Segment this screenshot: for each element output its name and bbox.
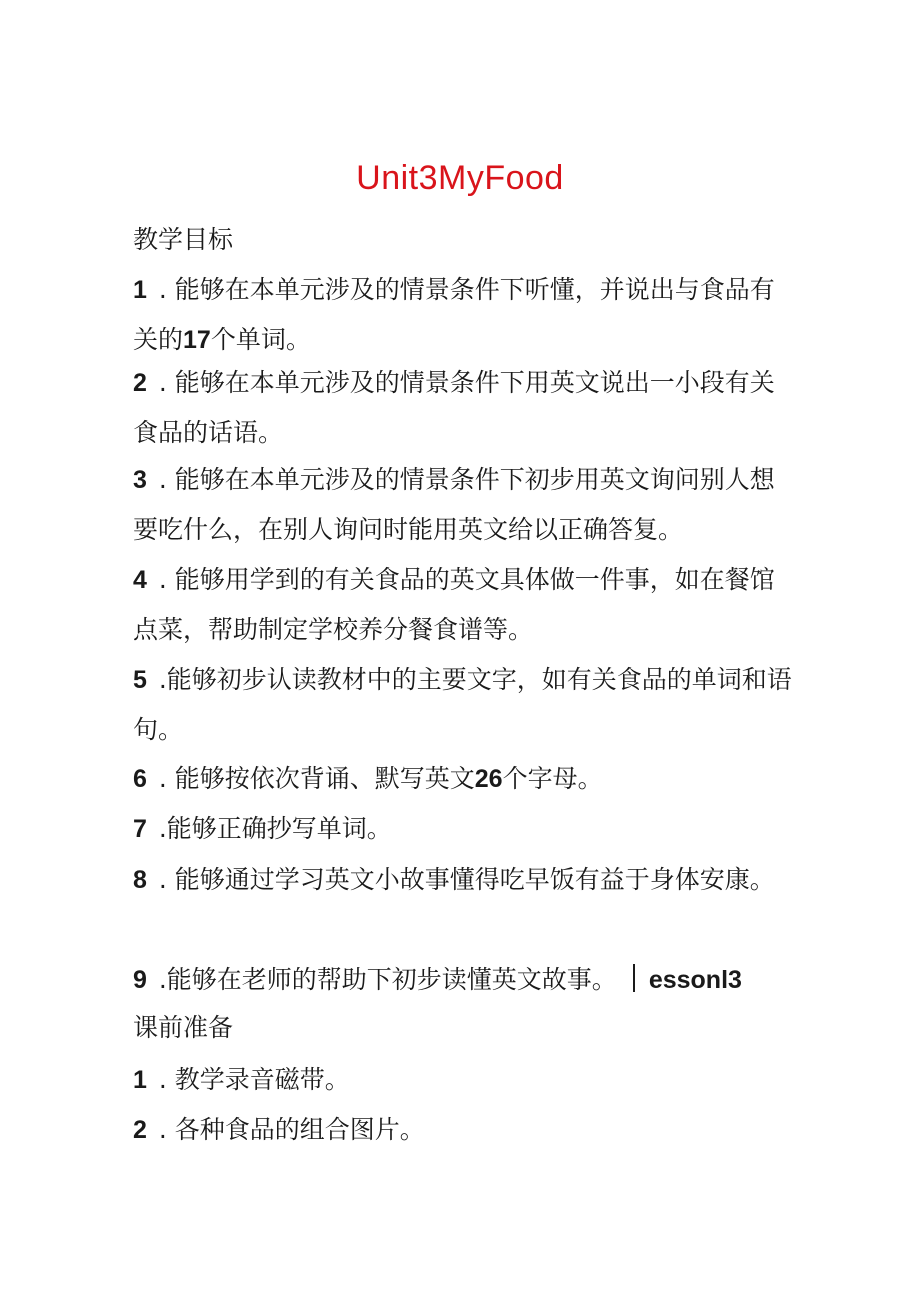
preparation-heading-block: [133, 1008, 793, 1048]
objective-item-2: [133, 358, 793, 457]
objective-number: 7: [133, 815, 147, 843]
objective-item-6: [133, 754, 793, 804]
objectives-heading: 教学目标: [133, 225, 234, 254]
objective-number: 2: [133, 369, 147, 397]
objective-number: 5: [133, 666, 147, 694]
objective-item-8: [133, 855, 793, 905]
objective-number: 3: [133, 466, 147, 494]
objective-text: . 能够用学到的有关食品的英文具体做一件事，如在餐馆点菜，帮助制定学校养分餐食谱等。: [133, 565, 775, 644]
objective-bold-number: 26: [474, 765, 503, 793]
objective-text: .能够正确抄写单词。: [150, 814, 392, 843]
objective-number: 4: [133, 566, 147, 594]
objective-text: .能够在老师的帮助下初步读懂英文故事。: [150, 965, 617, 994]
objective-number: 1: [133, 276, 147, 304]
objective-item-5: [133, 655, 793, 754]
objective-item-9: [133, 955, 833, 1005]
preparation-number: 2: [133, 1116, 147, 1144]
objective-text: . 能够通过学习英文小故事懂得吃早饭有益于身体安康。: [150, 865, 775, 894]
objective-number: 6: [133, 765, 147, 793]
preparation-text: . 各种食品的组合图片。: [150, 1115, 425, 1144]
preparation-text: . 教学录音磁带。: [150, 1065, 350, 1094]
objective-item-3: [133, 455, 793, 554]
objective-item-1: [133, 265, 793, 365]
objective-text-tail: 个字母。: [502, 764, 603, 793]
separator-bar: [633, 964, 635, 992]
preparation-item-1: [133, 1055, 793, 1105]
objective-item-7: [133, 804, 793, 854]
preparation-number: 1: [133, 1066, 147, 1094]
objective-text: . 能够在本单元涉及的情景条件下初步用英文询问别人想要吃什么，在别人询问时能用英文给以正确答复。: [133, 465, 775, 544]
objective-number: 9: [133, 966, 147, 994]
lesson-label: essonl3: [648, 966, 742, 994]
preparation-heading: 课前准备: [133, 1013, 234, 1042]
objective-text: . 能够在本单元涉及的情景条件下用英文说出一小段有关食品的话语。: [133, 368, 775, 447]
objective-text: . 能够在本单元涉及的情景条件下听懂，并说出与食品有关的: [133, 275, 775, 354]
objective-text: . 能够按依次背诵、默写英文: [150, 764, 475, 793]
unit-title: Unit3MyFood: [356, 159, 564, 197]
objectives-heading-block: [133, 220, 793, 260]
objective-number: 8: [133, 866, 147, 894]
objective-text-tail: 个单词。: [210, 325, 311, 354]
objective-text: .能够初步认读教材中的主要文字，如有关食品的单词和语句。: [133, 665, 792, 744]
objective-bold-number: 17: [183, 326, 211, 354]
objective-item-4: [133, 555, 793, 654]
preparation-item-2: [133, 1105, 793, 1155]
